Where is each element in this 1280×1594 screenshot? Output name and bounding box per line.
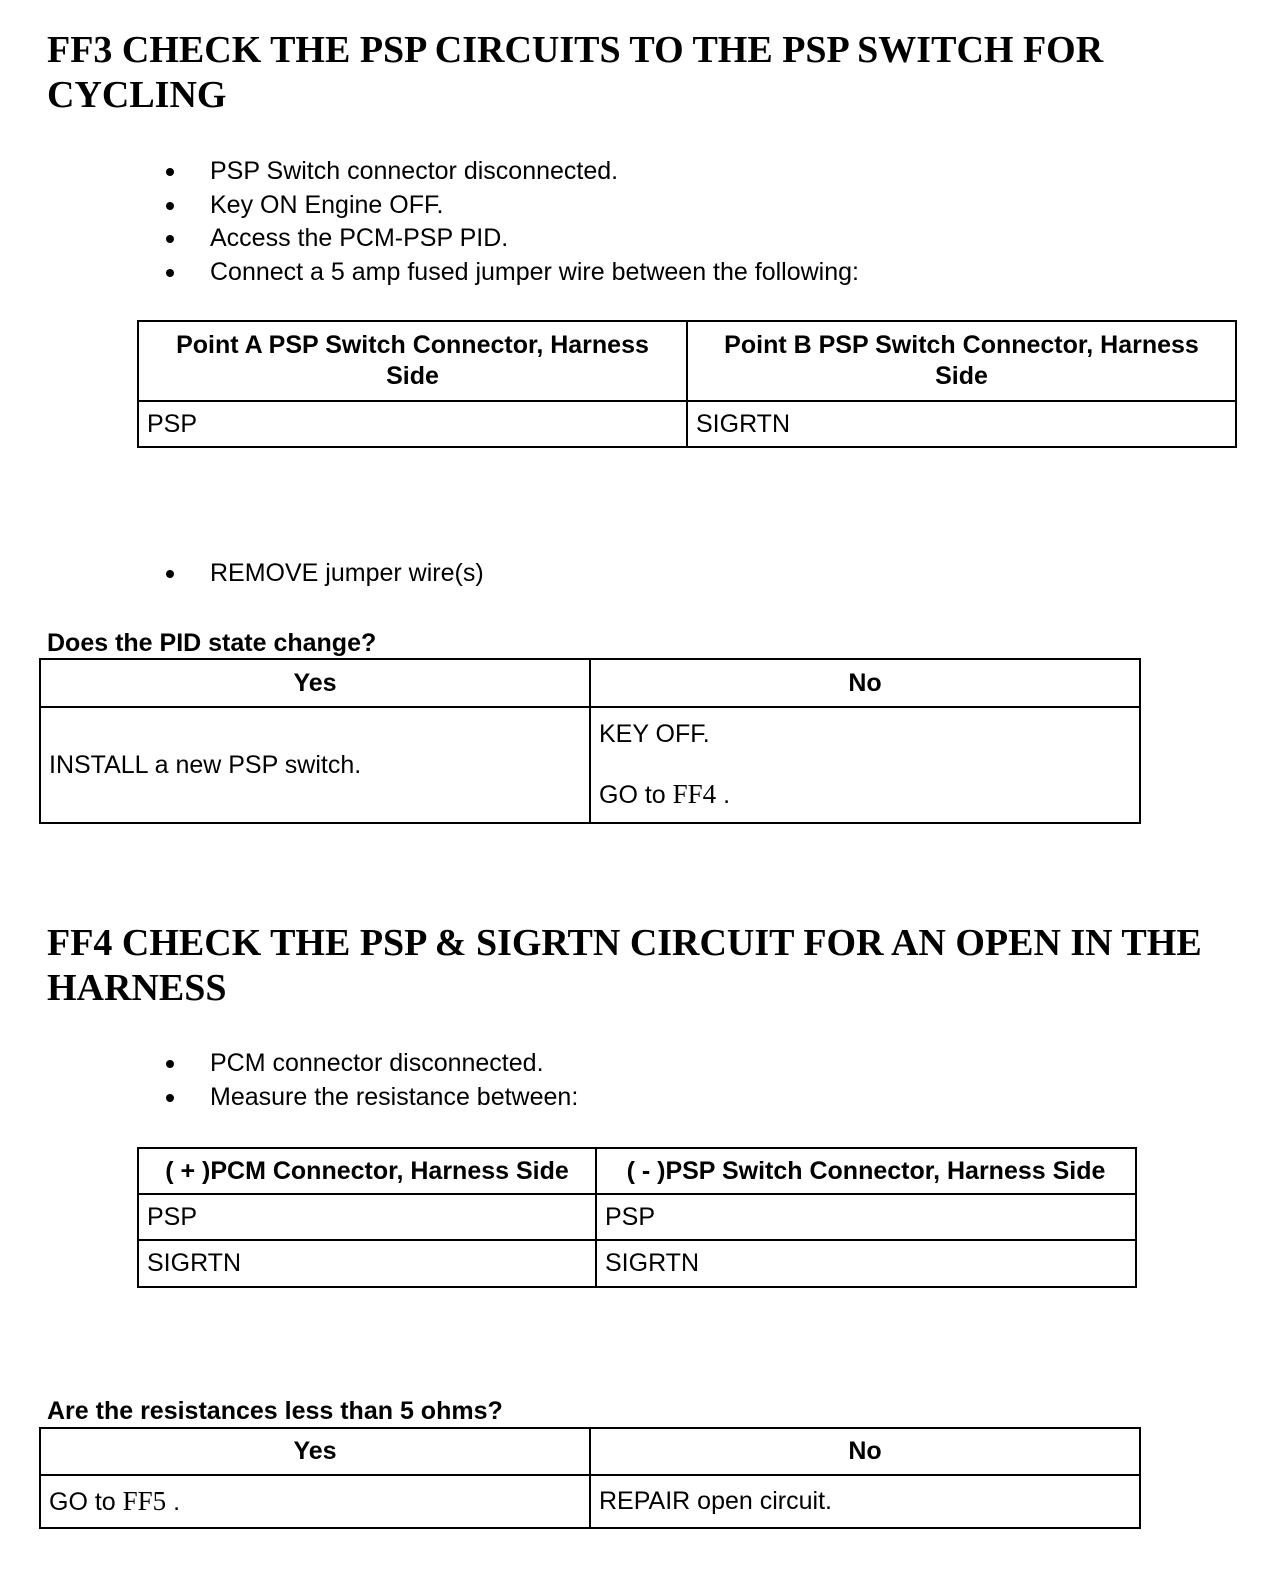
list-item: Connect a 5 amp fused jumper wire between the following: <box>160 256 859 290</box>
answer-no-step: KEY OFF. <box>599 720 710 748</box>
ff3-after-list <box>160 557 484 591</box>
ff3-heading <box>47 28 1103 118</box>
answer-cell-yes: GO to FF5 . <box>40 1475 590 1528</box>
list-item: Measure the resistance between: <box>160 1081 578 1115</box>
list-item: Key ON Engine OFF. <box>160 189 859 223</box>
bullet-icon <box>166 570 174 578</box>
ff4-heading-line2: HARNESS <box>47 967 227 1009</box>
ff4-heading-line1: FF4 CHECK THE PSP & SIGRTN CIRCUIT FOR AN OPEN IN THE <box>47 922 1202 964</box>
ff3-question: Does the PID state change? <box>47 629 377 657</box>
ff3-heading-line1: FF3 CHECK THE PSP CIRCUITS TO THE PSP SWITCH FOR <box>47 29 1104 71</box>
goto-ff5-link[interactable]: FF5 <box>122 1486 167 1516</box>
ff3-answer-table <box>39 658 1141 824</box>
ff4-question: Are the resistances less than 5 ohms? <box>47 1397 503 1425</box>
list-item: REMOVE jumper wire(s) <box>160 557 484 591</box>
bullet-icon <box>166 202 174 210</box>
ff3-heading-line2: CYCLING <box>47 74 227 116</box>
bullet-icon <box>166 1060 174 1068</box>
resistance-header-minus: ( - )PSP Switch Connector, Harness Side <box>596 1148 1136 1194</box>
bullet-icon <box>166 269 174 277</box>
answer-cell-no: REPAIR open circuit. <box>590 1475 1140 1528</box>
answer-header-yes: Yes <box>40 659 590 707</box>
ff4-answer-table <box>39 1427 1141 1529</box>
bullet-icon <box>166 235 174 243</box>
table-row: PSP PSP <box>138 1194 1136 1240</box>
answer-header-no: No <box>590 659 1140 707</box>
list-item: PCM connector disconnected. <box>160 1047 578 1081</box>
bullet-icon <box>166 1094 174 1102</box>
answer-cell-yes: INSTALL a new PSP switch. <box>40 707 590 823</box>
ff3-jumper-table <box>137 320 1237 448</box>
answer-header-no: No <box>590 1428 1140 1475</box>
answer-no-goto: GO to FF4 . <box>599 779 731 809</box>
ff3-step-list <box>160 155 859 289</box>
ff4-heading <box>47 921 1202 1011</box>
bullet-icon <box>166 168 174 176</box>
goto-ff4-link[interactable]: FF4 <box>672 779 717 809</box>
resistance-header-plus: ( + )PCM Connector, Harness Side <box>138 1148 596 1194</box>
table-row: SIGRTN SIGRTN <box>138 1240 1136 1287</box>
list-item: PSP Switch connector disconnected. <box>160 155 859 189</box>
jumper-header-point-a: Point A PSP Switch Connector, Harness Side <box>138 321 687 401</box>
ff4-step-list <box>160 1047 578 1114</box>
jumper-header-point-b: Point B PSP Switch Connector, Harness Side <box>687 321 1236 401</box>
jumper-cell-point-b: SIGRTN <box>687 401 1236 447</box>
answer-cell-no <box>590 707 1140 823</box>
list-item: Access the PCM-PSP PID. <box>160 222 859 256</box>
ff4-resistance-table <box>137 1147 1137 1288</box>
jumper-cell-point-a: PSP <box>138 401 687 447</box>
answer-header-yes: Yes <box>40 1428 590 1475</box>
